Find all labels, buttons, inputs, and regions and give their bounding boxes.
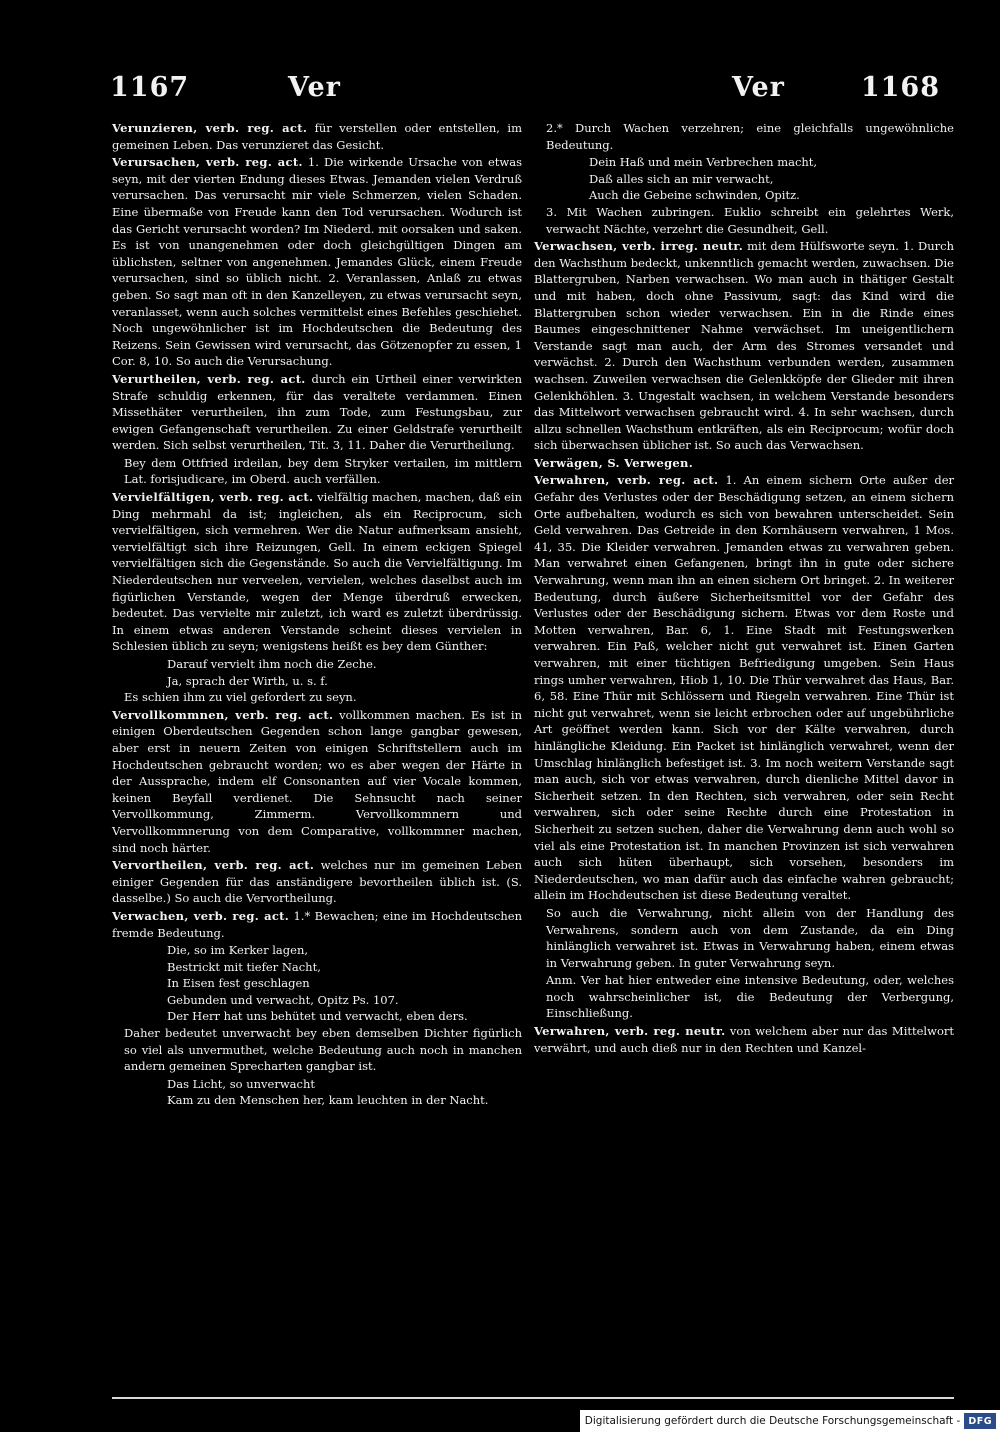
entry-paragraph (546, 204, 954, 237)
quotation-line: Ja, sprach der Wirth, u. s. f. (167, 673, 328, 688)
page-number-right: 1168 (860, 72, 940, 103)
right-column (534, 120, 954, 1057)
headword: Verwahren, verb. reg. act. (534, 473, 719, 488)
entry-text: 3. Mit Wachen zubringen. Euklio schreibt ein gelehrtes Werk, verwacht Nächte, verzehrt die Gesundheit, Gell. (546, 204, 954, 236)
bottom-rule (112, 1397, 954, 1399)
entry-text: welches nur im gemeinen Leben einiger Gegenden für das anständigere bevortheilen üblich ist. (S. dasselbe.) So auch die Vervortheilung. (112, 858, 522, 906)
entry-paragraph (546, 905, 954, 971)
dictionary-entry (112, 371, 522, 454)
entry-text: vielfältig machen, machen, daß ein Ding mehrmahl da ist; ingleichen, als ein Reciprocum, sich vervielfältigen, sich vermehren. Wer die Natur aufmerksam ansieht, vervielfältigt sich ihre Reizungen, Gell. In einem eckigen Spiegel vervielfältigen sich die Gegenstände. So auch die Vervielfältigung. Im Niederdeutschen nur verveelen, vervielen, welches daselbst auch im figürlichen Verstande, wegen der Menge überdruß erwecken, bedeutet. Das vervielte mir zuletzt, ich ward es zuletzt überdrüssig. In einem etwas anderen Verstande scheint dieses vervielen in Schlesien üblich zu seyn; wenigstens heißt es bey dem Günther: (112, 490, 522, 654)
quotation (167, 656, 522, 689)
dictionary-entry (112, 908, 522, 941)
quotation-line: In Eisen fest geschlagen (167, 976, 310, 991)
entry-text: 1.* Bewachen; eine im Hochdeutschen fremde Bedeutung. (112, 908, 522, 940)
quotation-line: Dein Haß und mein Verbrechen macht, (589, 155, 818, 170)
entry-text: Anm. Ver hat hier entweder eine intensive Bedeutung, oder, welches noch wahrscheinlicher ist, die Bedeutung der Verbergung, Einschließung. (546, 973, 954, 1021)
dictionary-entry (112, 707, 522, 856)
entry-text: 2.* Durch Wachen verzehren; eine gleichfalls ungewöhnliche Bedeutung. (546, 121, 954, 152)
quotation (167, 1076, 522, 1109)
entry-paragraph (124, 455, 522, 488)
entry-text: für verstellen oder entstellen, im gemeinen Leben. Das verunzieret das Gesicht. (112, 121, 522, 152)
headword: Verwachsen, verb. irreg. neutr. (534, 239, 744, 254)
page-header (110, 72, 940, 112)
quotation-line: Darauf vervielt ihm noch die Zeche. (167, 657, 377, 671)
dictionary-entry (534, 472, 954, 903)
quotation (589, 154, 954, 204)
entry-text: Bey dem Ottfried irdeilan, bey dem Stryker vertailen, im mittlern Lat. forisjudicare, im Oberd. auch verfällen. (124, 455, 522, 487)
headword: Verurtheilen, verb. reg. act. (112, 371, 306, 386)
entry-text: Es schien ihm zu viel gefordert zu seyn. (124, 690, 357, 705)
headword: Verwahren, verb. reg. neutr. (534, 1024, 726, 1039)
entry-paragraph (546, 120, 954, 153)
quotation-line: Bestrickt mit tiefer Nacht, (167, 959, 321, 974)
dictionary-entry (534, 1023, 954, 1056)
entry-text: 1. An einem sichern Orte außer der Gefahr des Verlustes oder der Beschädigung setzen, an einem sichern Orte aufbehalten, wodurch es sich von bewahren unterscheidet. Sein Geld verwahren. Das Getreide in den Kornhäusern verwahren, 1 Mos. 41, 35. Die Kleider verwahren. Jemanden etwas zu verwahren geben. Man verwahret einen Gefangenen, bringt ihn in gute oder sichere Verwahrung, wenn man ihn an einen sichern Ort bringet. 2. In weiterer Bedeutung, durch äußere Sicherheitsmittel vor der Gefahr des Verlustes oder der Beschädigung sichern. Etwas vor dem Roste und Motten verwahren, Bar. 6, 1. Eine Stadt mit Festungswerken verwahren. Ein Paß, welcher nicht gut verwahret ist. Einen Garten verwahren, mit einer tüchtigen Befriedigung umgeben. Sein Haus rings umher verwahren, Hiob 1, 10. Die Thür verwahret das Haus, Bar. 6, 58. Eine Thür mit Schlössern und Riegeln verwahren. Eine Thür ist nicht gut verwahret, wenn sie leicht erbrochen oder auf ungebührliche Art geöffnet werden kann. Sich vor der Kälte verwahren, durch hinlängliche Kleidung. Ein Packet ist hinlänglich verwahret, wenn der Umschlag hinlänglich befestiget ist. 3. Im noch weitern Verstande sagt man auch, sich vor etwas verwahren, durch dienliche Mittel davor in Sicherheit setzen. In den Rechten, sich verwahren, oder sein Recht verwahren, sich oder seine Rechte durch eine Protestation in Sicherheit zu setzen suchen, daher die Verwahrung denn auch wohl so viel als eine Protestation ist. In manchen Provinzen ist sich verwahren auch sich hüten überhaupt, sich vorsehen, besonders im Niederdeutschen, wo man dafür auch das einfache wahren gebraucht; allein im Hochdeutschen ist diese Bedeutung veraltet. (534, 473, 954, 903)
headword: Verursachen, verb. reg. act. (112, 155, 303, 170)
quotation (167, 942, 522, 1025)
dictionary-entry (112, 857, 522, 907)
quotation-line: Gebunden und verwacht, Opitz Ps. 107. (167, 992, 399, 1007)
entry-text: von welchem aber nur das Mittelwort verwährt, und auch dieß nur in den Rechten und Kanzel- (534, 1024, 954, 1055)
entry-text: So auch die Verwahrung, nicht allein von der Handlung des Verwahrens, sondern auch von dem Zustande, da ein Ding hinlänglich verwahret ist. Etwas in Verwahrung haben, einem etwas in Verwahrung geben. In guter Verwahrung seyn. (546, 905, 954, 970)
headword: Vervielfältigen, verb. reg. act. (112, 490, 314, 505)
headword: Verwachen, verb. reg. act. (112, 908, 290, 923)
quotation-line: Kam zu den Menschen her, kam leuchten in der Nacht. (167, 1093, 489, 1108)
headword: Verwägen, S. Verwegen. (534, 455, 694, 470)
dictionary-entry (112, 489, 522, 655)
dictionary-entry (112, 154, 522, 370)
headword: Vervollkommnen, verb. reg. act. (112, 707, 334, 722)
quotation-line: Auch die Gebeine schwinden, Opitz. (589, 188, 800, 203)
running-head-right: Ver (732, 72, 785, 103)
dictionary-entry (112, 120, 522, 153)
entry-text: Daher bedeutet unverwacht bey eben demselben Dichter figürlich so viel als unvermuthet, welche Bedeutung auch noch in manchen andern gemeinen Sprecharten gangbar ist. (124, 1026, 522, 1074)
entry-text: 1. Die wirkende Ursache von etwas seyn, mit der vierten Endung dieses Etwas. Jemanden vielen Verdruß verursachen. Das verursacht mir viele Schmerzen, vielen Schaden. Eine übermaße von Freude kann den Tod verursachen. Wodurch ist das Gericht verursacht worden? Im Niederd. mit oorsaken und saken. Es ist von unangenehmen oder doch gleichgültigen Dingen am üblichsten, seltner von angenehmen. Jemandes Glück, einem Freude verursachen, sind so üblich nicht. 2. Veranlassen, Anlaß zu etwas geben. So sagt man oft in den Kanzelleyen, zu etwas verursacht seyn, veranlasset, wenn auch solches vermittelst eines Befehles geschiehet. Noch ungewöhnlicher ist im Hochdeutschen die Bedeutung des Reizens. Sein Gewissen wird verursacht, das Götzenopfer zu essen, 1 Cor. 8, 10. So auch die Verursachung. (112, 155, 522, 369)
entry-text: mit dem Hülfsworte seyn. 1. Durch den Wachsthum bedeckt, unkenntlich gemacht werden, zuwachsen. Die Blattergruben, Narben verwachsen. Wo man auch in thätiger Gestalt und mit haben, doch ohne Passivum, sagt: das Kind wird die Blattergruben schon wieder verwachsen. Ein in die Rinde eines Baumes eingeschnittener Nahme verwächset. Im uneigentlichern Verstande sagt man auch, der Arm des Stromes versandet und verwächst. 2. Durch den Wachsthum verbunden werden, zusammen wachsen. Zuweilen verwachsen die Gelenkköpfe der Glieder mit ihren Gelenkhöhlen. 3. Ungestalt wachsen, in welchem Verstande besonders das Mittelwort verwachsen gebraucht wird. 4. In sehr wachsen, durch allzu schnellen Wachsthum entkräften, als ein Reciprocum; wofür doch sich überwachsen üblicher ist. So auch das Verwachsen. (534, 239, 955, 453)
quotation-line: Die, so im Kerker lagen, (167, 943, 309, 958)
funding-text: Digitalisierung gefördert durch die Deutsche Forschungsgemeinschaft - (584, 1415, 961, 1427)
headword: Vervortheilen, verb. reg. act. (112, 858, 315, 873)
dfg-logo: DFG (964, 1413, 996, 1429)
page-number-left: 1167 (110, 72, 190, 103)
left-column (112, 120, 522, 1109)
entry-text: vollkommen machen. Es ist in einigen Oberdeutschen Gegenden schon lange gangbar gewesen, aber erst in neuern Zeiten von einigen Schriftstellern auch im Hochdeutschen gebraucht worden; wo es aber wegen der Härte in der Aussprache, indem elf Consonanten auf vier Vocale kommen, keinen Beyfall verdienet. Die Sehnsucht nach seiner Vervollkommung, Zimmerm. Vervollkommnern und Vervollkommnerung von dem Comparative, vollkommner machen, sind noch härter. (112, 707, 523, 855)
quotation-line: Das Licht, so unverwacht (167, 1076, 315, 1091)
dictionary-entry (534, 238, 954, 454)
entry-paragraph (124, 1025, 522, 1075)
dictionary-entry (534, 455, 954, 472)
quotation-line: Der Herr hat uns behütet und verwacht, eben ders. (167, 1009, 468, 1024)
headword: Verunzieren, verb. reg. act. (112, 121, 308, 135)
running-head-left: Ver (288, 72, 341, 103)
quotation-line: Daß alles sich an mir verwacht, (589, 171, 774, 186)
funding-footer (580, 1410, 1000, 1432)
entry-paragraph (546, 972, 954, 1022)
entry-paragraph (124, 689, 522, 706)
entry-text: durch ein Urtheil einer verwirkten Strafe schuldig erkennen, für das veraltete verdammen. Einen Missethäter verurtheilen, ihn zum Tode, zum Festungsbau, zur ewigen Gefangenschaft verurtheilen. Zu einer Geldstrafe verurtheilt werden. Sich selbst verurtheilen, Tit. 3, 11. Daher die Verurtheilung. (112, 371, 523, 453)
